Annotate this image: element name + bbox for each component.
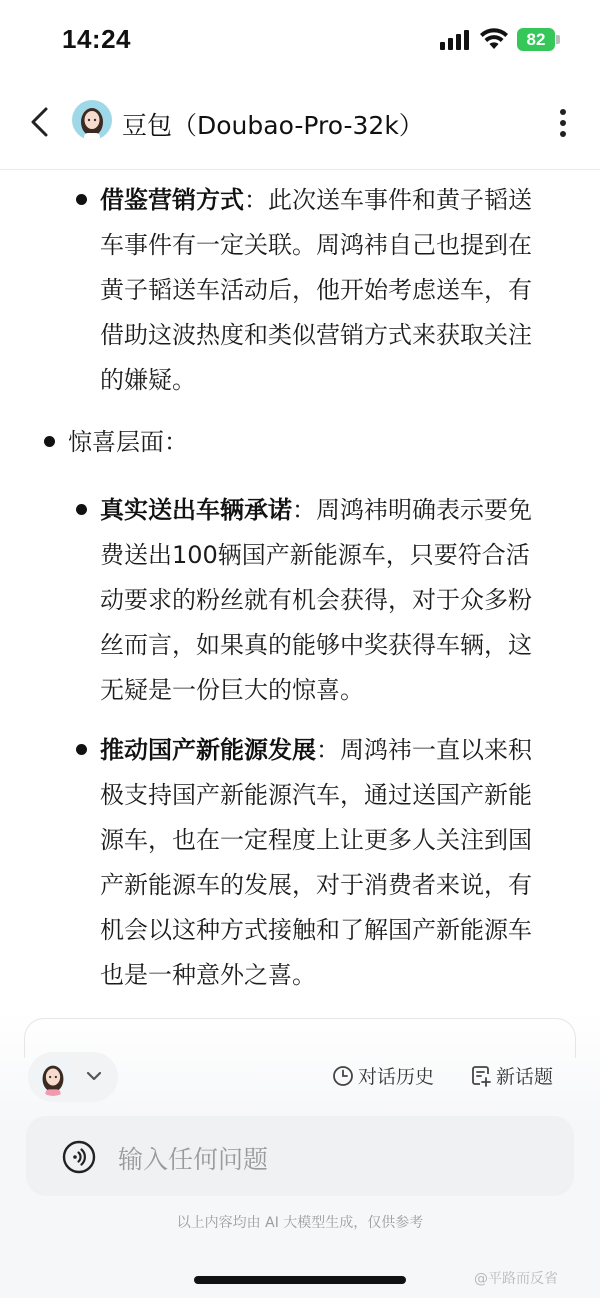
signal-icon bbox=[440, 30, 470, 50]
line: 极支持国产新能源汽车，通过送国产新能 bbox=[100, 781, 532, 809]
line: 车事件有一定关联。周鸿祎自己也提到在 bbox=[100, 231, 532, 259]
battery-tip bbox=[556, 35, 560, 44]
history-button[interactable] bbox=[332, 1062, 434, 1089]
item-text: ：周鸿祎明确表示要免 bbox=[292, 496, 532, 524]
more-icon[interactable] bbox=[556, 106, 570, 140]
line: 黄子韬送车活动后，他开始考虑送车，有 bbox=[100, 276, 532, 304]
home-indicator[interactable] bbox=[194, 1276, 406, 1284]
line: 源车，也在一定程度上让更多人关注到国 bbox=[100, 826, 532, 854]
line bbox=[100, 488, 532, 533]
line: 机会以这种方式接触和了解国产新能源车 bbox=[100, 916, 532, 944]
page-title: 豆包（Doubao-Pro-32k） bbox=[122, 111, 424, 140]
bullet bbox=[76, 744, 87, 755]
new-topic-label: 新话题 bbox=[496, 1066, 554, 1088]
line: 产新能源车的发展，对于消费者来说，有 bbox=[100, 871, 532, 899]
input-placeholder: 输入任何问题 bbox=[118, 1145, 269, 1174]
line: 的嫌疑。 bbox=[100, 366, 196, 394]
item-text: ：周鸿祎一直以来积 bbox=[316, 736, 532, 764]
line: 丝而言，如果真的能够中奖获得车辆，这 bbox=[100, 631, 532, 659]
status-bar bbox=[0, 0, 600, 80]
line: 动要求的粉丝就有机会获得，对于众多粉 bbox=[100, 586, 532, 614]
item-title: 推动国产新能源发展 bbox=[100, 736, 316, 764]
bullet bbox=[76, 504, 87, 515]
voice-icon[interactable] bbox=[62, 1140, 96, 1174]
card-edge bbox=[24, 1018, 576, 1058]
watermark: @平路而反省 bbox=[474, 1271, 558, 1287]
back-icon[interactable] bbox=[28, 106, 52, 138]
bullet bbox=[76, 194, 87, 205]
line bbox=[100, 178, 532, 223]
list-item bbox=[100, 728, 532, 998]
chat-header bbox=[0, 80, 600, 170]
ai-disclaimer: 以上内容均由 AI 大模型生成，仅供参考 bbox=[176, 1215, 424, 1231]
item-text: ：此次送车事件和黄子韬送 bbox=[244, 186, 532, 214]
message-content bbox=[0, 170, 600, 1010]
bot-avatar[interactable] bbox=[72, 100, 112, 140]
history-label: 对话历史 bbox=[358, 1066, 435, 1088]
item-title: 借鉴营销方式 bbox=[100, 186, 244, 214]
list-item bbox=[100, 488, 532, 713]
line: 费送出100辆国产新能源车，只要符合活 bbox=[100, 541, 530, 569]
avatar bbox=[34, 1058, 72, 1096]
chevron-down-icon bbox=[86, 1070, 102, 1082]
battery-level: 82 bbox=[517, 28, 555, 51]
new-chat-icon bbox=[470, 1065, 492, 1087]
bullet bbox=[44, 436, 55, 447]
list-item bbox=[100, 178, 532, 403]
message-input[interactable] bbox=[26, 1116, 574, 1196]
line: 也是一种意外之喜。 bbox=[100, 961, 316, 989]
bot-selector[interactable] bbox=[28, 1052, 118, 1102]
line: 借助这波热度和类似营销方式来获取关注 bbox=[100, 321, 532, 349]
line bbox=[100, 728, 532, 773]
wifi-icon bbox=[480, 28, 508, 50]
status-time: 14:24 bbox=[62, 24, 131, 54]
item-title: 真实送出车辆承诺 bbox=[100, 496, 292, 524]
line: 无疑是一份巨大的惊喜。 bbox=[100, 676, 364, 704]
section-heading: 惊喜层面： bbox=[68, 428, 188, 456]
battery-indicator bbox=[517, 28, 561, 51]
new-topic-button[interactable] bbox=[470, 1062, 553, 1089]
clock-icon bbox=[332, 1065, 354, 1087]
